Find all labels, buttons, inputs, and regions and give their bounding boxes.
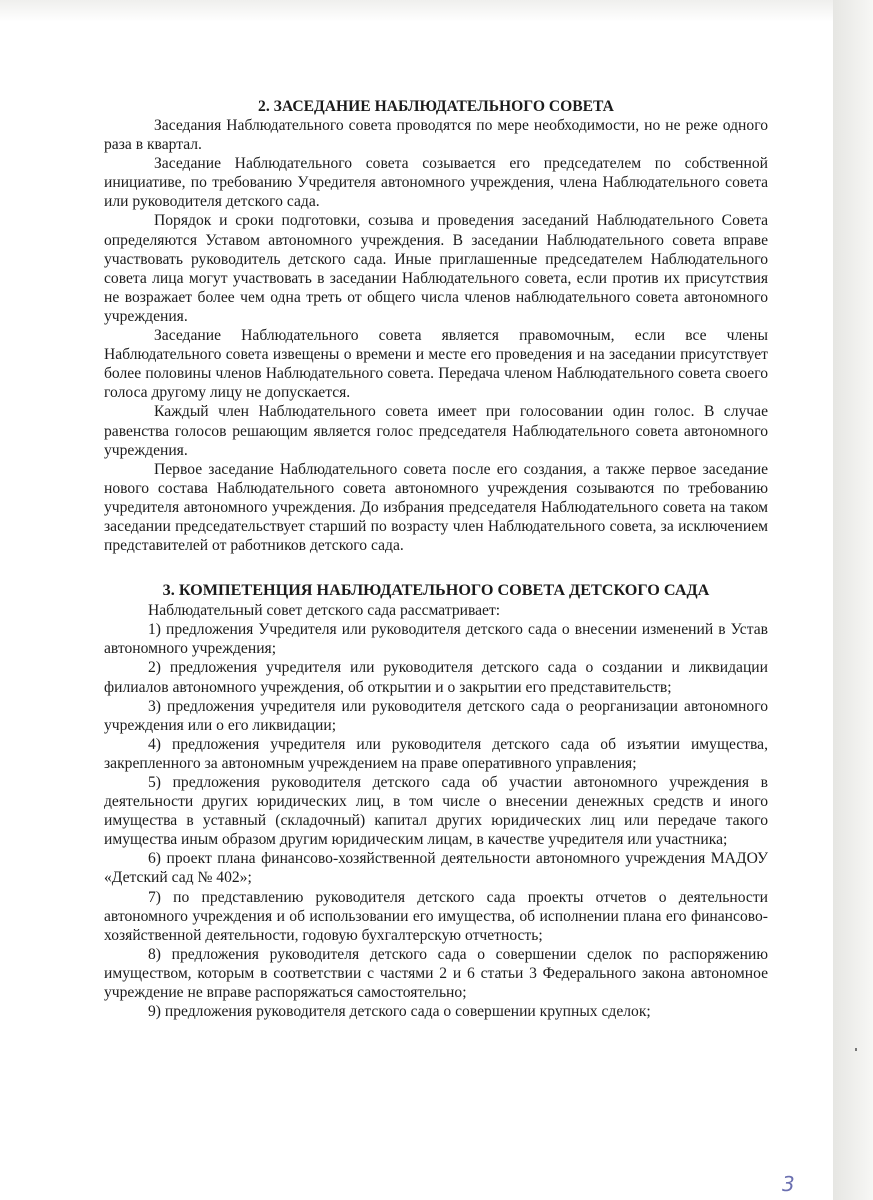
section-2-paragraph: Порядок и сроки подготовки, созыва и проведения заседаний Наблюдательного Совета определяются Уставом автономного учреждения. В заседании Наблюдательного совета вправе участвовать руководитель детского сада. Иные приглашенные председателем Наблюдательного совета лица могут участвовать в заседании Наблюдательного совета, если против их присутствия не возражает более чем одна треть от общего числа членов наблюдательного совета автономного учреждения. <box>104 212 768 325</box>
competence-item: 4) предложения учредителя или руководителя детского сада об изъятии имущества, закрепленного за автономным учреждением на праве оперативного управления; <box>104 735 768 772</box>
competence-item: 9) предложения руководителя детского сада о совершении крупных сделок; <box>148 1003 651 1021</box>
competence-item: 5) предложения руководителя детского сада об участии автономного учреждения в деятельности других юридических лиц, в том числе о внесении денежных средств и иного имущества в уставный (складочный) капитал других юридических лиц или передаче такого имущества иным образом другим юридическим лицам, в качестве учредителя или участника; <box>104 774 768 849</box>
scan-top-shadow <box>0 0 833 22</box>
page-number: 3 <box>782 1172 795 1196</box>
section-2-paragraph: Заседание Наблюдательного совета созывается его председателем по собственной инициативе, по требованию Учредителя автономного учреждения, члена Наблюдательного совета или руководителя детского сада. <box>104 155 768 211</box>
competence-item: 3) предложения учредителя или руководителя детского сада о реорганизации автономного учреждения или о его ликвидации; <box>104 697 768 734</box>
section-2-paragraph: Заседания Наблюдательного совета проводятся по мере необходимости, но не реже одного раза в квартал. <box>104 117 768 154</box>
scan-page-edge <box>833 0 873 1200</box>
section-3-intro: Наблюдательный совет детского сада рассматривает: <box>148 602 501 620</box>
competence-item: 2) предложения учредителя или руководителя детского сада о создании и ликвидации филиалов автономного учреждения, об открытии и о закрытии его представительств; <box>104 659 768 696</box>
document-body <box>104 97 768 1021</box>
competence-item: 7) по представлению руководителя детского сада проекты отчетов о деятельности автономного учреждения и об использовании его имущества, об исполнении плана его финансово-хозяйственной деятельности, годовую бухгалтерскую отчетность; <box>104 888 768 944</box>
competence-item: 1) предложения Учредителя или руководителя детского сада о внесении изменений в Устав автономного учреждения; <box>104 621 768 658</box>
section-3-title: 3. КОМПЕТЕНЦИЯ НАБЛЮДАТЕЛЬНОГО СОВЕТА ДЕТСКОГО САДА <box>162 581 710 600</box>
section-2-paragraph: Первое заседание Наблюдательного совета после его создания, а также первое заседание нового состава Наблюдательного совета автономного учреждения созываются по требованию учредителя автономного учреждения. До избрания председателя Наблюдательного совета на таком заседании председательствует старший по возрасту член Наблюдательного совета, за исключением представителей от работников детского сада. <box>104 460 768 555</box>
section-2-paragraph: Каждый член Наблюдательного совета имеет при голосовании один голос. В случае равенства голосов решающим является голос председателя Наблюдательного совета автономного учреждения. <box>104 403 768 459</box>
section-2-title: 2. ЗАСЕДАНИЕ НАБЛЮДАТЕЛЬНОГО СОВЕТА <box>258 98 614 115</box>
competence-item: 8) предложения руководителя детского сада о совершении сделок по распоряжению имуществом, которым в соответствии с частями 2 и 6 статьи 3 Федерального закона автономное учреждение не вправе распоряжаться самостоятельно; <box>104 945 768 1002</box>
competence-item: 6) проект плана финансово-хозяйственной деятельности автономного учреждения МАДОУ «Детский сад № 402»; <box>104 850 768 887</box>
section-2-paragraph: Заседание Наблюдательного совета является правомочным, если все члены Наблюдательного совета извещены о времени и месте его проведения и на заседании присутствует более половины членов Наблюдательного совета. Передача членом Наблюдательного совета своего голоса другому лицу не допускается. <box>104 327 768 402</box>
scan-speck <box>855 1048 857 1051</box>
